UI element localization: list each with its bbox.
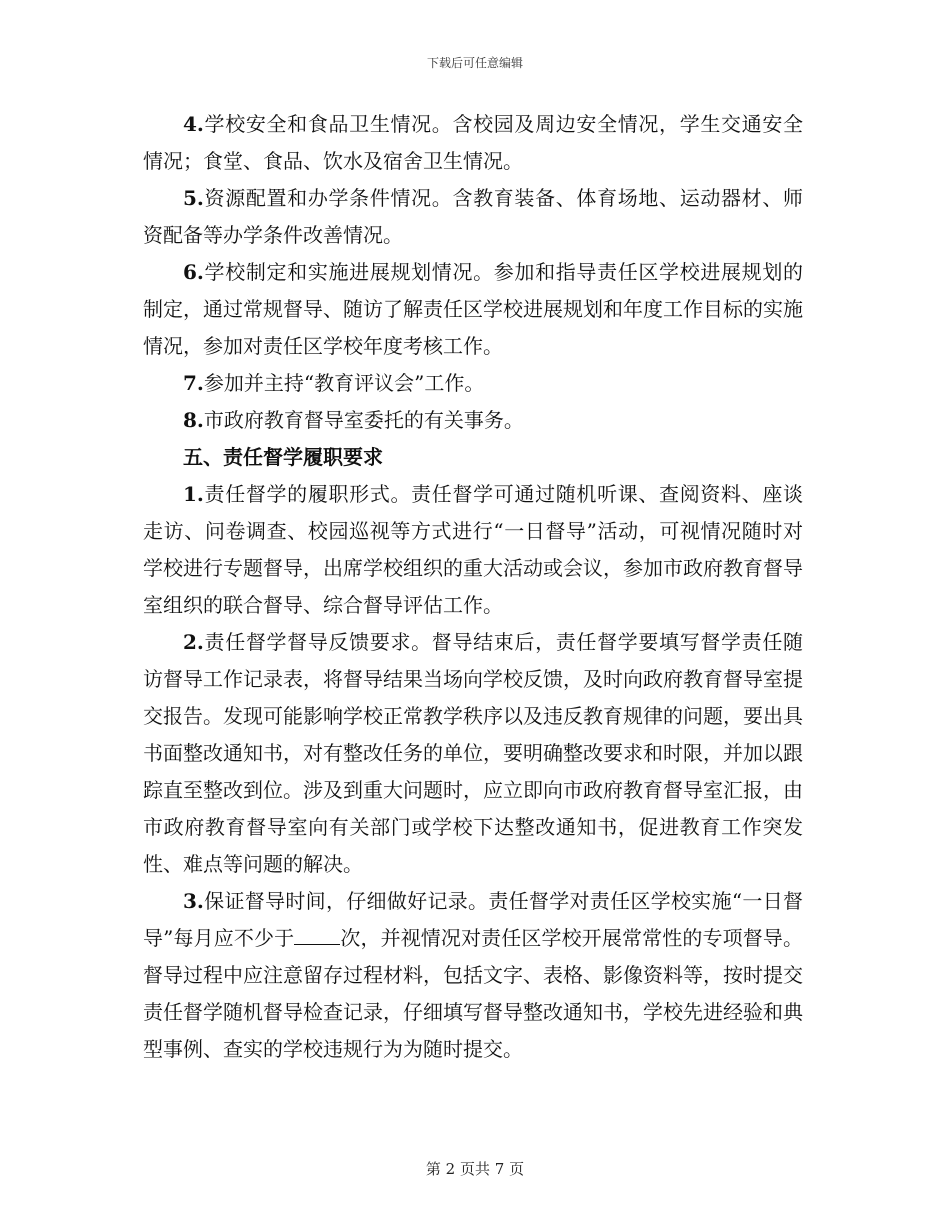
item-number: 6. (183, 260, 204, 284)
list-item-8 (143, 402, 803, 439)
item-number: 4. (183, 112, 204, 136)
list-item-6 (143, 254, 803, 365)
list-item-5 (143, 180, 803, 254)
list-item-7 (143, 365, 803, 402)
item-text: 资源配置和办学条件情况。含教育装备、体育场地、运动器材、师资配备等办学条件改善情况。 (143, 186, 803, 247)
item-text: 学校制定和实施进展规划情况。参加和指导责任区学校进展规划的制定，通过常规督导、随访了解责任区学校进展规划和年度工作目标的实施情况，参加对责任区学校年度考核工作。 (143, 260, 803, 358)
item-text: 市政府教育督导室委托的有关事务。 (203, 408, 524, 432)
page-footer: 第 2 页共 7 页 (425, 1160, 525, 1178)
item-number: 2. (183, 630, 204, 654)
section-heading: 五、责任督学履职要求 (183, 445, 383, 469)
list-item-3 (143, 883, 803, 1068)
item-text: 参加并主持“教育评议会”工作。 (203, 371, 485, 395)
list-item-4 (143, 106, 803, 180)
item-text: 学校安全和食品卫生情况。含校园及周边安全情况，学生交通安全情况；食堂、食品、饮水及宿舍卫生情况。 (143, 112, 803, 173)
item-text: 责任督学的履职形式。责任督学可通过随机听课、查阅资料、座谈走访、问卷调查、校园巡视等方式进行“一日督导”活动，可视情况随时对学校进行专题督导，出席学校组织的重大活动或会议，参加市政府教育督导室组织的联合督导、综合督导评估工作。 (143, 482, 803, 617)
item-number: 7. (183, 371, 204, 395)
item-text-continued: 次，并视情况对责任区学校开展常常性的专项督导。督导过程中应注意留存过程材料，包括文字、表格、影像资料等，按时提交责任督学随机督导检查记录，仔细填写督导整改通知书，学校先进经验和典型事例、查实的学校违规行为为随时提交。 (143, 926, 803, 1061)
item-number: 3. (183, 889, 204, 913)
item-text: 保证督导时间，仔细做好记录。责任督学对责任区学校实施“一日督导”每月应不少于 (143, 889, 803, 950)
item-text: 责任督学督导反馈要求。督导结束后，责任督学要填写督学责任随访督导工作记录表，将督导结果当场向学校反馈，及时向政府教育督导室提交报告。发现可能影响学校正常教学秩序以及违反教育规律的问题，要出具书面整改通知书，对有整改任务的单位，要明确整改要求和时限，并加以跟踪直至整改到位。涉及到重大问题时，应立即向市政府教育督导室汇报，由市政府教育督导室向有关部门或学校下达整改通知书，促进教育工作突发性、难点等问题的解决。 (143, 630, 803, 876)
item-number: 8. (183, 408, 204, 432)
item-number: 1. (183, 482, 204, 506)
list-item-2 (143, 624, 803, 883)
page-header: 下载后可任意编辑 (426, 56, 523, 70)
document-body (143, 106, 803, 1068)
list-item-1 (143, 476, 803, 624)
item-number: 5. (183, 186, 204, 210)
fill-in-blank (294, 926, 340, 945)
